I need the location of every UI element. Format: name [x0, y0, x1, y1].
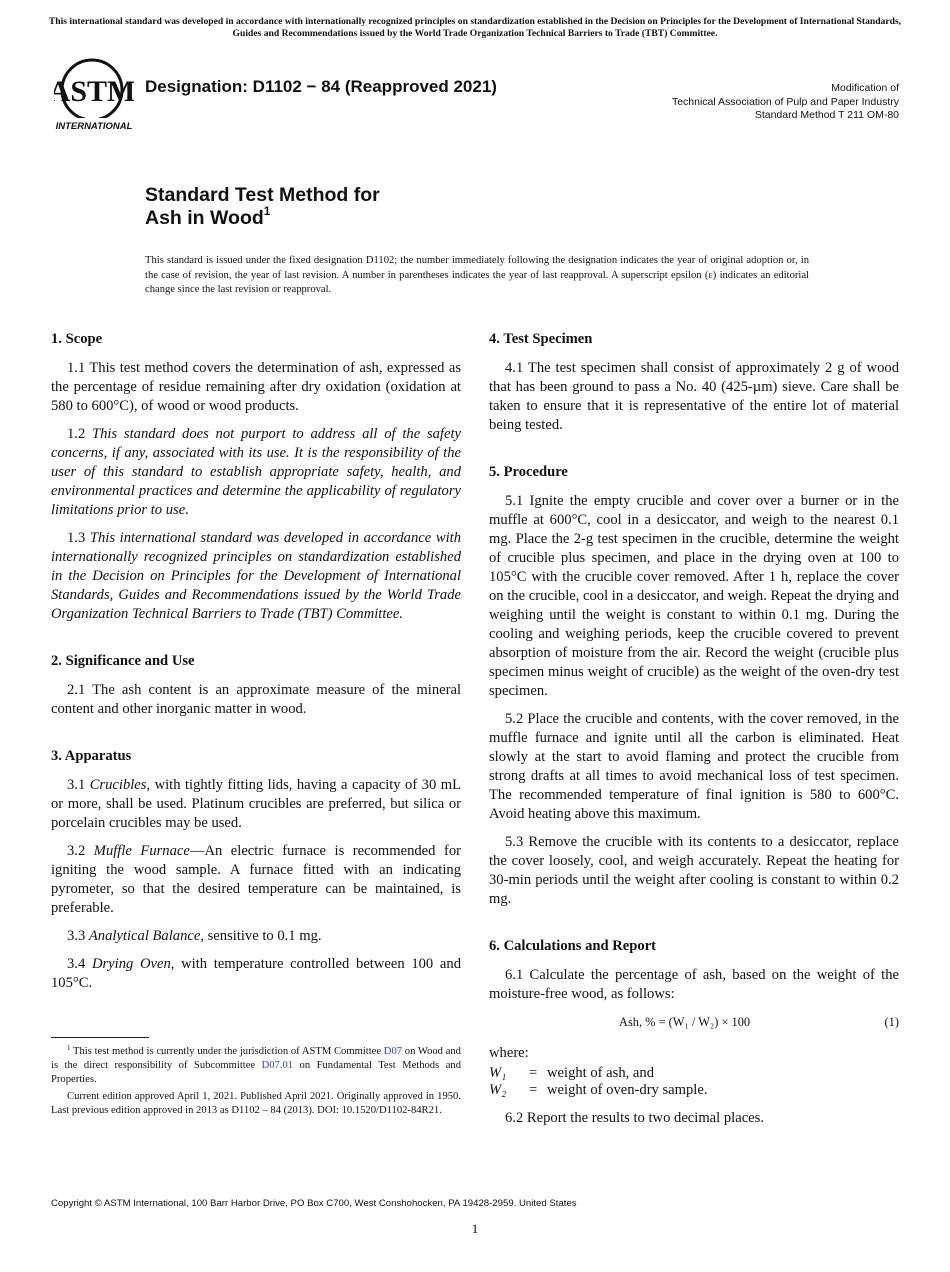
paragraph-3-3: 3.3 Analytical Balance, sensitive to 0.1 mg.	[67, 928, 322, 944]
variable-description: weight of ash, and	[547, 1065, 654, 1081]
paragraph-6-1: 6.1 Calculate the percentage of ash, based on the weight of the moisture-free wood, as follows:	[489, 967, 899, 1002]
page-title	[145, 184, 380, 230]
modification-note	[672, 82, 899, 123]
paragraph-1-3: 1.3 This international standard was developed in accordance with internationally recognized principles on standardization established in the Decision on Principles for the Development of International Standards, Guides and Recommendations issued by the World Trade Organization Technical Barriers to Trade (TBT) Committee.	[51, 530, 462, 622]
where-label: where:	[489, 1045, 529, 1061]
paragraph-5-1: 5.1 Ignite the empty crucible and cover over a burner or in the muffle at 600°C, cool in a desiccator, and weigh to the nearest 0.1 mg. Place the 2-g test specimen in the crucible, determine the weight of crucible plus specimen, and place in the drying oven at 100 to 105°C with the crucible cover removed. After 1 h, replace the cover on the crucible, cool in a desiccator, and weigh. Repeat the drying and weighing until the weight is constant to within 0.1 mg. During the cooling and weighing periods, keep the crucible covered to prevent absorption of moisture from the air. Record the weight (crucible plus specimen minus weight of crucible) as the weight of the oven-dry test specimen.	[489, 493, 899, 699]
paragraph-6-2: 6.2 Report the results to two decimal places.	[505, 1110, 764, 1126]
top-notice: This international standard was developed in accordance with internationally recognized principles on standardization established in the Decision on Principles for the Development of International Standards, Guides and Recommendations issued by the World Trade Organization Technical Barriers to Trade (TBT) Committee.	[48, 16, 902, 39]
paragraph-2-1: 2.1 The ash content is an approximate measure of the mineral content and other inorganic matter in wood.	[51, 682, 461, 717]
section-heading-procedure: 5. Procedure	[489, 464, 568, 480]
designation: Designation: D1102 − 84 (Reapproved 2021)	[145, 77, 497, 96]
logo-org-name: INTERNATIONAL	[55, 121, 133, 132]
astm-logo	[54, 58, 134, 132]
variable-equals: =	[529, 1082, 538, 1098]
section-heading-calculations: 6. Calculations and Report	[489, 938, 657, 954]
section-heading-apparatus: 3. Apparatus	[51, 748, 132, 764]
title-line-1: Standard Test Method for	[145, 184, 380, 206]
paragraph-3-2: 3.2 Muffle Furnace—An electric furnace is recommended for igniting the wood sample. A furnace fitted with an indicating pyrometer, so that the desired temperature can be maintained, is preferable.	[51, 843, 462, 916]
variable-definition	[489, 1065, 899, 1082]
modification-line: Standard Method T 211 OM-80	[754, 109, 899, 121]
equation-1	[489, 1013, 899, 1032]
committee-link[interactable]: D07	[383, 1046, 403, 1057]
modification-line: Technical Association of Pulp and Paper Industry	[671, 95, 899, 108]
footnote-1: $^1$ This test method is currently under the jurisdiction of ASTM Committee D07 on Wood and is the direct responsibility of Subcommittee D07.01 on Fundamental Test Methods and Properties.	[51, 1044, 461, 1085]
logo-letters: ASTM	[54, 75, 134, 108]
title-footnote-mark: 1	[263, 204, 271, 218]
left-column	[51, 330, 461, 1002]
modification-line: Modification of	[831, 82, 899, 94]
paragraph-3-1: 3.1 Crucibles, with tightly fitting lids, having a capacity of 30 mL or more, shall be used. Platinum crucibles are preferred, but silica or porcelain crucibles may be used.	[51, 777, 461, 831]
footnote-2: Current edition approved April 1, 2021. Published April 2021. Originally approved in 1950. Last previous edition approved in 2013 as D1102 – 84 (2013). DOI: 10.1520/D1102-84R21.	[51, 1091, 461, 1117]
section-heading-scope: 1. Scope	[51, 331, 103, 347]
variable-symbol: W₂	[489, 1082, 507, 1098]
page-number: 1	[471, 1221, 479, 1236]
paragraph-3-4: 3.4 Drying Oven, with temperature controlled between 100 and 105°C.	[51, 956, 461, 991]
astm-logo-graphic	[54, 58, 134, 132]
standard-notice: This standard is issued under the fixed designation D1102; the number immediately following the designation indicates the year of original adoption or, in the case of revision, the year of last revision. A number in parentheses indicates the year of last reapproval. A superscript epsilon (ε) indicates an editorial change since the last revision or reapproval.	[145, 255, 809, 295]
variable-equals: =	[529, 1065, 538, 1081]
variable-symbol: W₁	[489, 1065, 507, 1081]
section-heading-specimen: 4. Test Specimen	[489, 331, 593, 347]
paragraph-1-2: 1.2 This standard does not purport to address all of the safety concerns, if any, associated with its use. It is the responsibility of the user of this standard to establish appropriate safety, health, and environmental practices and determine the applicability of regulatory limitations prior to use.	[51, 426, 461, 518]
variable-definition	[489, 1082, 899, 1099]
title-line-2: Ash in Wood	[145, 207, 264, 229]
footnotes	[51, 1045, 461, 1122]
section-heading-significance: 2. Significance and Use	[51, 653, 195, 669]
paragraph-1-1: 1.1 This test method covers the determination of ash, expressed as the percentage of residue remaining after dry oxidation (oxidation at 580 to 600°C), of wood or wood products.	[51, 360, 461, 414]
subcommittee-link[interactable]: D07.01	[261, 1059, 294, 1071]
footnote-divider	[51, 1037, 149, 1038]
copyright: Copyright © ASTM International, 100 Barr Harbor Drive, PO Box C700, West Conshohocken, PA 19428-2959. United States	[51, 1198, 577, 1209]
paragraph-4-1: 4.1 The test specimen shall consist of approximately 2 g of wood that has been ground to pass a No. 40 (425-µm) sieve. Care shall be taken to ensure that it is representative of the entire lot of material being tested.	[489, 360, 899, 433]
paragraph-5-3: 5.3 Remove the crucible with its contents to a desiccator, replace the cover loosely, cool, and weigh accurately. Repeat the heating for 30-min periods until the weight after cooling is constant to within 0.2 mg.	[489, 834, 899, 907]
equation-number: (1)	[884, 1015, 899, 1029]
variable-description: weight of oven-dry sample.	[547, 1082, 708, 1098]
equation-text: Ash, % = (W₁ / W₂) × 100	[619, 1015, 751, 1029]
paragraph-5-2: 5.2 Place the crucible and contents, with the cover removed, in the muffle furnace and ignite until all the carbon is eliminated. Heat slowly at the start to avoid flaming and protect the crucible from strong drafts at all times to avoid mechanical loss of test specimen. The recommended temperature of final ignition is 580 to 600°C. Avoid heating above this maximum.	[489, 711, 899, 822]
right-column	[489, 330, 899, 1137]
